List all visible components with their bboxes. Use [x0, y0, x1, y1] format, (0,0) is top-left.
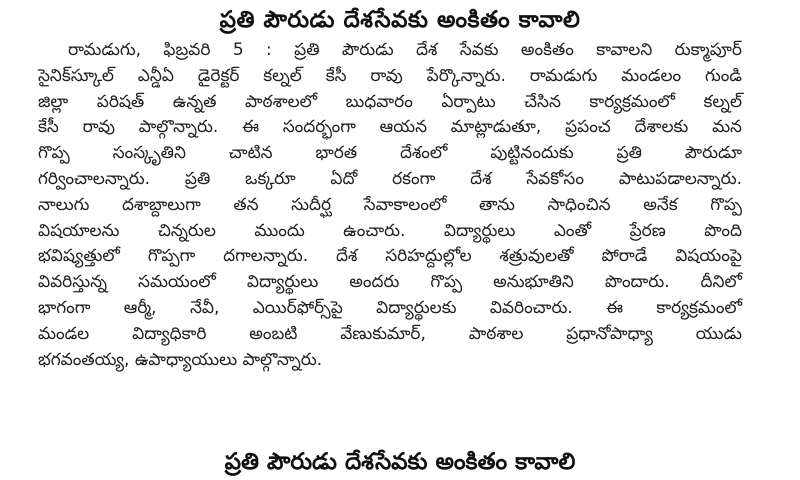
article-line: భవిష్యత్తులో గొప్పగా దగాలన్నారు. దేశ సరిహద్దుల్లోల శత్రువులతో పోరాడే విషయంపై — [38, 246, 742, 267]
article-headline: ప్రతి పౌరుడు దేశసేవకు అంకితం కావాలి — [219, 7, 581, 33]
article-line: గర్వించాలన్నారు. ప్రతి ఒక్కరూ ఏదో రకంగా దేశ సేవకోసం పాటుపడాలన్నారు. — [38, 168, 742, 189]
article-line: నాలుగు దశాబ్దాలుగా తన సుదీర్ఘ సేవాకాలంలో తాను సాధించిన అనేక గొప్ప — [38, 194, 742, 215]
article-line: గొప్ప సంస్కృతిని చాటిన భారత దేశంలో పుట్టినందుకు ప్రతి పౌరుడూ — [38, 143, 742, 164]
article-line: సైనిక్‌స్కూల్ ఎన్డీఏ డైరెక్టర్ కల్నల్ కేసీ రావు పేర్కొన్నారు. రామడుగు మండలం గుండి — [38, 65, 742, 86]
article-line: భగవంతయ్య, ఉపాధ్యాయులు పాల్గొన్నారు. — [38, 349, 323, 370]
article-line: కేసీ రావు పాల్గొన్నారు. ఈ సందర్భంగా ఆయన మాట్లాడుతూ, ప్రపంచ దేశాలకు మన — [38, 117, 742, 138]
next-article-headline-fragment — [0, 438, 800, 478]
article-line: భాగంగా ఆర్మీ, నేవీ, ఎయిర్‌ఫోర్స్‌పై విద్యార్థులకు వివరించారు. ఈ కార్యక్రమంలో — [38, 297, 742, 318]
article-line: మండల విద్యాధికారి అంబటి వేణుకుమార్, పాఠశాల ప్రధానోపాధ్యా యుడు — [38, 323, 742, 344]
article-line: రామడుగు, ఫిబ్రవరి 5 : ప్రతి పౌరుడు దేశ సేవకు అంకితం కావాలని రుక్మాపూర్ — [68, 40, 742, 60]
article-body — [38, 38, 742, 373]
article-line: వివరిస్తున్న సమయంలో విద్యార్థులు అందరు గొప్ప అనుభూతిని పొందారు. దీనిలో — [38, 272, 742, 293]
next-article-headline: ప్రతి పౌరుడు దేశసేవకు అంకితం కావాలి — [224, 449, 576, 475]
article-line: విషయాలను చిన్నరుల ముందు ఉంచారు. విద్యార్థులు ఎంతో ప్రేరణ పొంది — [38, 220, 742, 241]
article-line: జిల్లా పరిషత్ ఉన్నత పాఠశాలలో బుధవారం ఏర్పాటు చేసిన కార్యక్రమంలో కల్నల్ — [38, 91, 742, 112]
